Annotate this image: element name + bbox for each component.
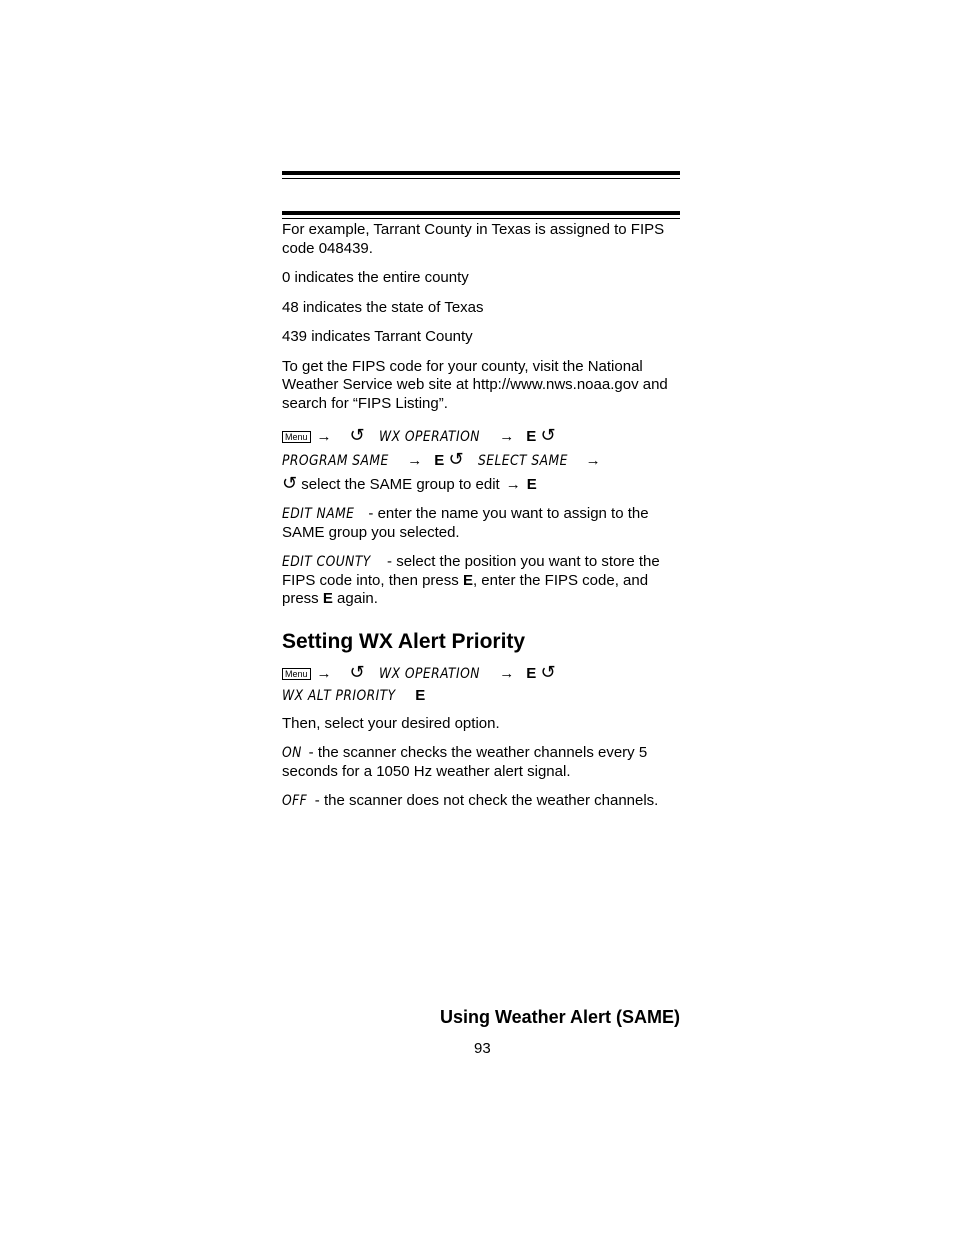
example-paragraph: For example, Tarrant County in Texas is assigned to FIPS code 048439. (282, 221, 665, 257)
state-digit-line: 48 indicates the state of Texas (282, 298, 484, 316)
arrow-icon: → (499, 428, 515, 445)
lcd-wx-operation: WX OPERATION (378, 665, 480, 682)
lcd-edit-county: EDIT COUNTY (282, 554, 371, 570)
e-key: E (526, 428, 537, 445)
select-group-text: select the SAME group to edit (301, 476, 500, 493)
menu-sequence-same (282, 425, 682, 496)
lcd-select-same: SELECT SAME (477, 453, 568, 469)
rotate-knob-icon: ↺ (349, 425, 365, 445)
e-key: E (526, 664, 537, 682)
visit-paragraph: To get the FIPS code for your county, visit the National Weather Service web site at http://www.nws.noaa.gov and search for “FIPS Listing”. (282, 357, 668, 412)
page-content (282, 221, 682, 811)
e-key: E (415, 686, 426, 704)
arrow-icon: → (505, 476, 521, 493)
on-option-paragraph (282, 744, 682, 781)
top-rule-thick (282, 211, 680, 215)
lcd-program-same: PROGRAM SAME (282, 453, 389, 469)
rotate-knob-icon: ↺ (540, 425, 556, 445)
arrow-icon: → (585, 452, 601, 469)
e-key: E (322, 590, 333, 607)
arrow-icon: → (316, 428, 332, 445)
rotate-knob-icon: ↺ (540, 661, 556, 682)
rotate-knob-icon: ↺ (282, 473, 298, 493)
header-rule-thin (282, 178, 680, 179)
lcd-edit-name: EDIT NAME (282, 506, 355, 522)
page-number: 93 (474, 1040, 491, 1057)
header-rule-thick (282, 171, 680, 175)
arrow-icon: → (499, 664, 515, 682)
lcd-wx-alt-priority: WX ALT PRIORITY (282, 687, 396, 704)
lcd-on: ON (282, 745, 302, 761)
county-digit-line: 0 indicates the entire county (282, 269, 469, 286)
on-desc: - the scanner checks the weather channels every 5 seconds for a 1050 Hz weather alert signal. (282, 744, 648, 780)
off-desc: - the scanner does not check the weather channels. (314, 792, 659, 809)
edit-name-paragraph (282, 505, 682, 542)
e-key: E (462, 571, 473, 589)
menu-key-icon: Menu (282, 668, 311, 680)
rotate-knob-icon: ↺ (349, 661, 365, 682)
edit-county-desc-3: again. (332, 590, 378, 607)
section-title: Setting WX Alert Priority (282, 629, 526, 653)
menu-sequence-priority (282, 663, 682, 707)
lcd-off: OFF (282, 793, 308, 809)
arrow-icon: → (407, 452, 423, 469)
off-option-paragraph (282, 792, 682, 811)
edit-county-paragraph (282, 553, 682, 609)
menu-key-icon: Menu (282, 431, 311, 443)
edit-name-desc: - enter the name you want to assign to the SAME group you selected. (282, 505, 649, 541)
e-key: E (526, 476, 537, 493)
edit-county-desc-1: - select the position you want to store the FIPS code into, then press (282, 553, 660, 589)
edit-county-desc-2: , enter the FIPS code, and press (282, 571, 649, 607)
arrow-icon: → (316, 664, 332, 682)
rotate-knob-icon: ↺ (448, 449, 464, 469)
county-code-line: 439 indicates Tarrant County (282, 328, 473, 345)
e-key: E (434, 452, 445, 469)
then-select-text: Then, select your desired option. (282, 714, 500, 732)
lcd-wx-operation: WX OPERATION (378, 429, 480, 445)
footer-section-title: Using Weather Alert (SAME) (439, 1007, 680, 1027)
top-rule-thin (282, 218, 680, 219)
